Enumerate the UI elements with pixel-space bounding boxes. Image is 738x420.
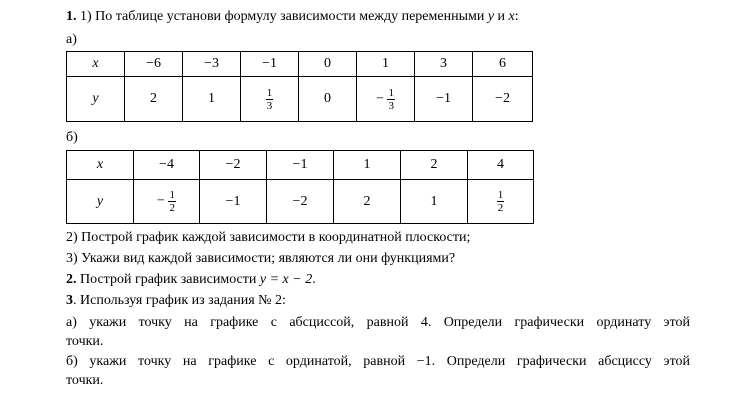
fraction-denominator: 2 [497, 202, 504, 214]
table-b-y-cell-fraction [468, 180, 534, 224]
task1-var-y: y [487, 9, 495, 24]
task3 [66, 292, 286, 310]
subtask-3: 3) Укажи вид каждой зависимости; являются ли они функциями? [66, 251, 456, 266]
fraction-numerator: 1 [169, 189, 175, 201]
table-a-y-cell-fraction [241, 77, 299, 122]
minus-sign: − [157, 193, 165, 209]
task2-end: . [312, 272, 316, 287]
task3-number: 3 [66, 293, 73, 308]
task3-b-line1: б) укажи точку на графике с ординатой, равной −1. Определи графически абсциссу этой [66, 354, 690, 369]
task1-number: 1. [66, 9, 77, 24]
table-b-y-header: y [67, 180, 134, 224]
table-a-x-cell: 1 [357, 52, 415, 77]
task3-b-line2: точки. [66, 373, 104, 388]
fraction-denominator: 2 [169, 202, 175, 214]
task2 [66, 271, 316, 289]
table-b-y-cell: −1 [200, 180, 267, 224]
table-a-x-cell: −3 [183, 52, 241, 77]
part-a-label: а) [66, 32, 77, 47]
table-b-x-cell: −4 [134, 151, 200, 180]
fraction-numerator: 1 [497, 189, 504, 201]
task3-a-line1: а) укажи точку на графике с абсциссой, равной 4. Определи графически ординату этой [66, 315, 690, 330]
task2-text: Построй график зависимости [76, 272, 260, 287]
fraction-numerator: 1 [388, 86, 394, 99]
table-b-x-cell: −2 [200, 151, 267, 180]
table-b-x-row [67, 151, 534, 180]
table-b-x-cell: 1 [334, 151, 401, 180]
table-b-x-cell: −1 [267, 151, 334, 180]
table-b-x-cell: 2 [401, 151, 468, 180]
fraction [497, 189, 505, 214]
table-a-y-row [67, 77, 533, 122]
table-b-x-cell: 4 [468, 151, 534, 180]
table-a-y-cell: −2 [473, 77, 533, 122]
table-a-x-cell: 0 [299, 52, 357, 77]
task2-formula: y = x − 2 [259, 272, 313, 287]
table-a-y-cell-fraction [357, 77, 415, 122]
task2-number: 2. [66, 272, 77, 287]
table-a [66, 51, 533, 122]
table-b-y-cell: 2 [334, 180, 401, 224]
minus-sign: − [376, 91, 384, 107]
task3-text: . Используя график из задания № 2: [73, 293, 286, 308]
task1-heading [66, 8, 519, 26]
table-a-y-cell: 1 [183, 77, 241, 122]
part-b-label: б) [66, 130, 78, 145]
table-b-y-cell-fraction [134, 180, 200, 224]
table-b-y-cell: 1 [401, 180, 468, 224]
table-a-x-cell: −6 [125, 52, 183, 77]
table-b-x-header: x [67, 151, 134, 180]
table-a-x-cell: −1 [241, 52, 299, 77]
fraction [387, 87, 395, 112]
task1-colon: : [514, 9, 519, 24]
table-a-x-header: x [67, 52, 125, 77]
fraction [168, 189, 176, 214]
task1-var-x: x [508, 9, 515, 24]
fraction-numerator: 1 [266, 86, 273, 99]
fraction-denominator: 3 [388, 99, 394, 112]
table-a-y-cell: −1 [415, 77, 473, 122]
fraction [266, 87, 274, 112]
task3-a-line2: точки. [66, 334, 104, 349]
table-a-y-cell: 0 [299, 77, 357, 122]
table-b-y-cell: −2 [267, 180, 334, 224]
task1-text: 1) По таблице установи формулу зависимости между переменными [80, 9, 488, 24]
task1-and: и [494, 9, 509, 24]
table-a-x-cell: 3 [415, 52, 473, 77]
table-a-x-cell: 6 [473, 52, 533, 77]
table-b-y-row [67, 180, 534, 224]
fraction-denominator: 3 [266, 99, 273, 112]
table-b [66, 150, 534, 224]
table-a-y-header: y [67, 77, 125, 122]
subtask-2: 2) Построй график каждой зависимости в координатной плоскости; [66, 230, 471, 245]
table-a-y-cell: 2 [125, 77, 183, 122]
table-a-x-row [67, 52, 533, 77]
